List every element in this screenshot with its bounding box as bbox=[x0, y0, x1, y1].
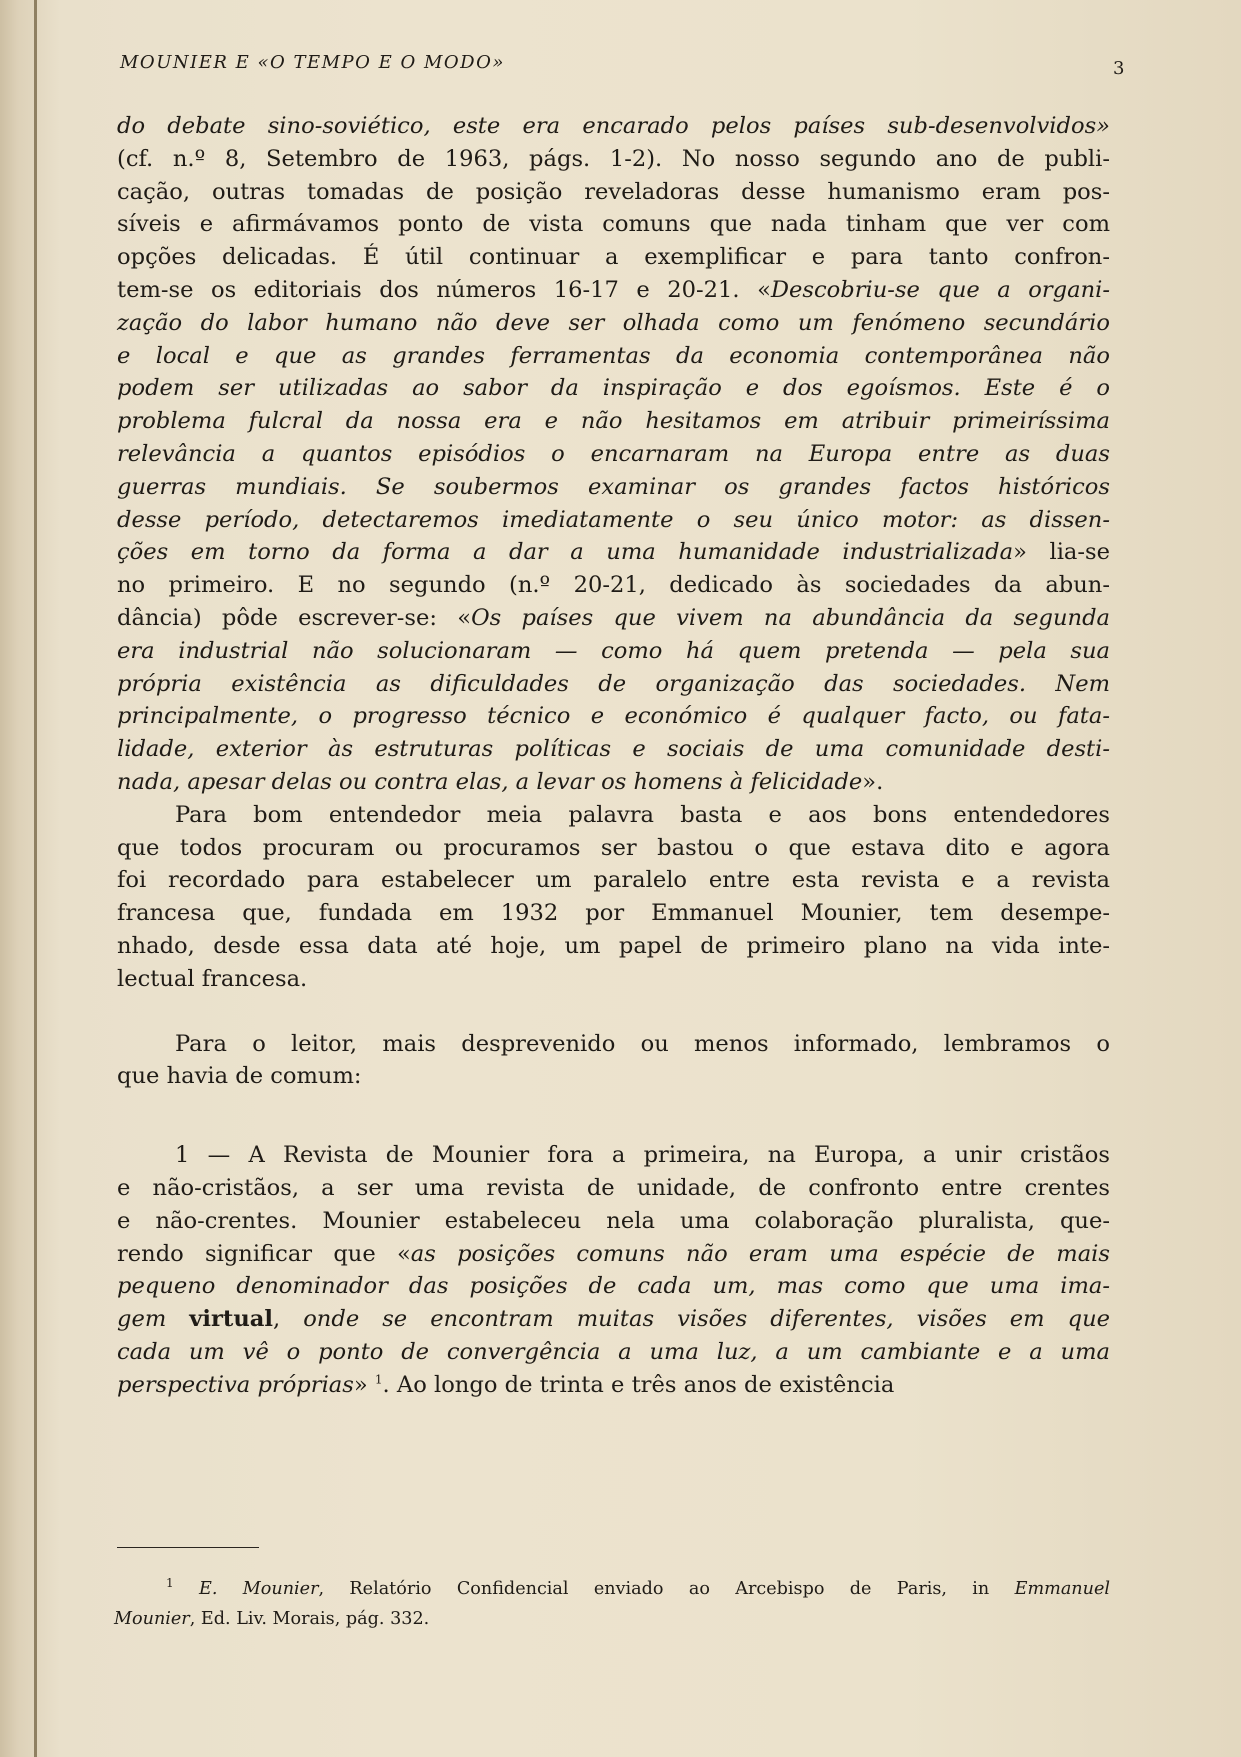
text-line: e não-crentes. Mounier estabeleceu nela uma colaboração pluralista, que- bbox=[117, 1207, 1110, 1234]
binding-shadow bbox=[34, 0, 37, 1757]
page-number: 3 bbox=[1113, 58, 1126, 79]
text-line: problema fulcral da nossa era e não hesitamos em atribuir primeiríssima bbox=[117, 408, 1110, 435]
text-line: perspectiva próprias» $^1$. Ao longo de trinta e três anos de existência bbox=[117, 1371, 895, 1398]
text-line: 1 — A Revista de Mounier fora a primeira, na Europa, a unir cristãos bbox=[175, 1142, 1110, 1169]
text-line: gem virtual, onde se encontram muitas visões diferentes, visões em que bbox=[117, 1306, 1110, 1333]
text-line: dância) pôde escrever-se: «Os países que vivem na abundância da segunda bbox=[117, 604, 1111, 631]
footnote-line: Mounier, Ed. Liv. Morais, pág. 332. bbox=[114, 1609, 430, 1629]
text-line: guerras mundiais. Se soubermos examinar os grandes factos históricos bbox=[117, 473, 1110, 500]
text-line: desse período, detectaremos imediatamente o seu único motor: as dissen- bbox=[117, 506, 1110, 533]
text-line: Para bom entendedor meia palavra basta e aos bons entendedores bbox=[175, 801, 1110, 828]
text-line: cada um vê o ponto de convergência a uma luz, a um cambiante e a uma bbox=[117, 1338, 1110, 1365]
text-line: que havia de comum: bbox=[117, 1063, 362, 1090]
text-line: lectual francesa. bbox=[117, 965, 308, 992]
text-line: rendo significar que «as posições comuns não eram uma espécie de mais bbox=[117, 1240, 1110, 1267]
text-line: cação, outras tomadas de posição reveladoras desse humanismo eram pos- bbox=[117, 178, 1110, 205]
text-line: zação do labor humano não deve ser olhada como um fenómeno secundário bbox=[117, 309, 1110, 336]
text-line: própria existência as dificuldades de organização das sociedades. Nem bbox=[117, 670, 1110, 697]
text-line: e não-cristãos, a ser uma revista de unidade, de confronto entre crentes bbox=[117, 1174, 1110, 1201]
text-line: podem ser utilizadas ao sabor da inspiração e dos egoísmos. Este é o bbox=[117, 375, 1110, 402]
paragraph bbox=[117, 1139, 1110, 1401]
text-line: tem-se os editoriais dos números 16-17 e 20-21. «Descobriu-se que a organi- bbox=[117, 276, 1110, 303]
text-line: nhado, desde essa data até hoje, um papel de primeiro plano na vida inte- bbox=[117, 932, 1110, 959]
text-line: era industrial não solucionaram — como há quem pretenda — pela sua bbox=[117, 637, 1110, 664]
text-line: ções em torno da forma a dar a uma humanidade industrializada» lia-se bbox=[117, 539, 1111, 566]
text-line: relevância a quantos episódios o encarnaram na Europa entre as duas bbox=[117, 440, 1110, 467]
text-line: opções delicadas. É útil continuar a exemplificar e para tanto confron- bbox=[117, 244, 1110, 271]
text-line: foi recordado para estabelecer um paralelo entre esta revista e a revista bbox=[117, 867, 1110, 894]
footnote-rule bbox=[117, 1547, 259, 1548]
footnote bbox=[114, 1574, 1110, 1634]
running-head: MOUNIER E «O TEMPO E O MODO» bbox=[120, 52, 505, 73]
text-line: no primeiro. E no segundo (n.º 20-21, dedicado às sociedades da abun- bbox=[117, 572, 1110, 599]
main-text bbox=[117, 110, 1110, 1401]
text-line: do debate sino-soviético, este era encarado pelos países sub-desenvolvidos» bbox=[117, 113, 1110, 139]
footnote-line: $^1$ E. Mounier, Relatório Confidencial enviado ao Arcebispo de Paris, in Emmanuel bbox=[166, 1576, 1111, 1599]
paragraph bbox=[117, 799, 1110, 996]
text-line: lidade, exterior às estruturas políticas e sociais de uma comunidade desti- bbox=[117, 736, 1110, 763]
text-line: (cf. n.º 8, Setembro de 1963, págs. 1-2). No nosso segundo ano de publi- bbox=[117, 145, 1110, 172]
text-line: que todos procuram ou procuramos ser bastou o que estava dito e agora bbox=[117, 834, 1110, 861]
text-line: principalmente, o progresso técnico e económico é qualquer facto, ou fata- bbox=[117, 703, 1110, 730]
text-line: nada, apesar delas ou contra elas, a levar os homens à felicidade». bbox=[117, 768, 884, 795]
text-line: pequeno denominador das posições de cada um, mas como que uma ima- bbox=[117, 1273, 1110, 1300]
paragraph bbox=[117, 110, 1110, 799]
text-line: síveis e afirmávamos ponto de vista comuns que nada tinham que ver com bbox=[117, 211, 1110, 238]
paragraph bbox=[117, 1028, 1110, 1094]
text-line: e local e que as grandes ferramentas da economia contemporânea não bbox=[117, 342, 1110, 369]
text-line: francesa que, fundada em 1932 por Emmanuel Mounier, tem desempe- bbox=[117, 900, 1110, 927]
text-line: Para o leitor, mais desprevenido ou menos informado, lembramos o bbox=[175, 1030, 1110, 1057]
page-header bbox=[120, 52, 1126, 82]
